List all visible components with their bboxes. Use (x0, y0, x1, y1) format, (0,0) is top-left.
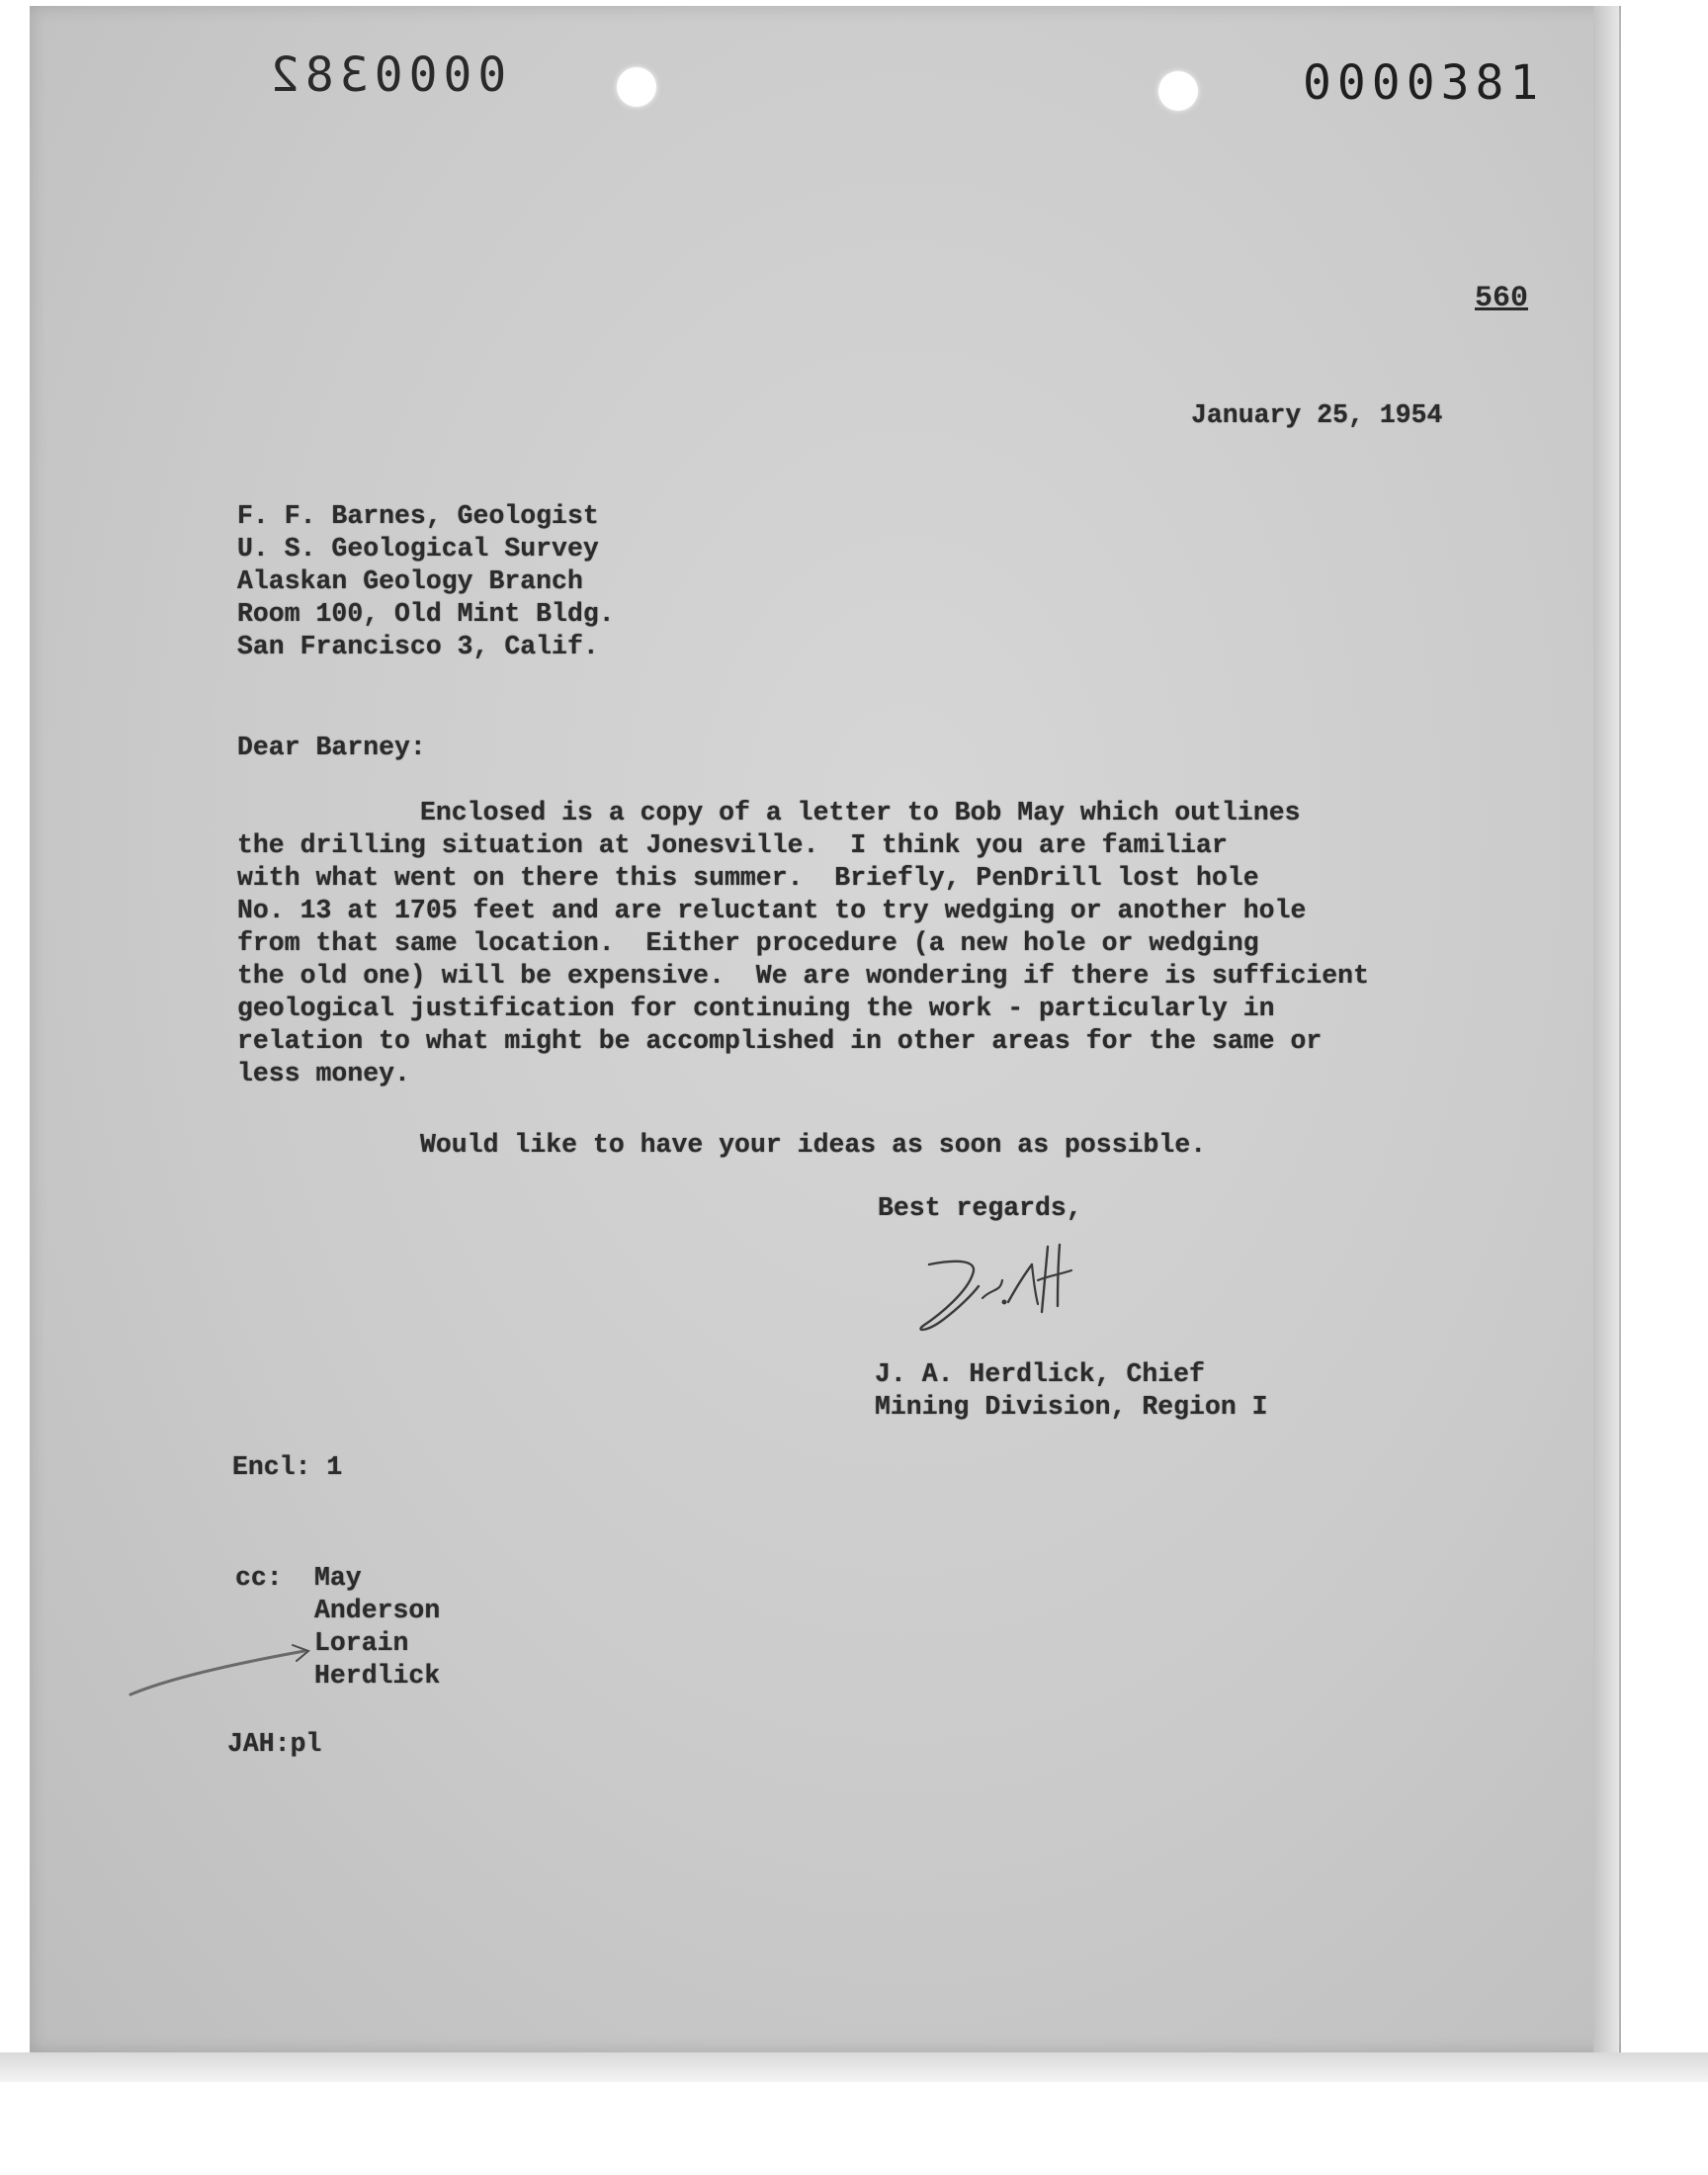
recipient-line: F. F. Barnes, Geologist (237, 501, 599, 531)
letter-date: January 25, 1954 (1191, 400, 1443, 430)
sheet-edge-shadow (1593, 6, 1619, 2052)
salutation: Dear Barney: (237, 733, 426, 762)
recipient-line: San Francisco 3, Calif. (237, 632, 599, 661)
signer-line: J. A. Herdlick, Chief (875, 1359, 1205, 1389)
handwritten-signature (909, 1241, 1097, 1340)
punch-hole-left (617, 67, 656, 107)
body-line: geological justification for continuing the work - particularly in (237, 994, 1275, 1023)
body-line: the drilling situation at Jonesville. I think you are familiar (237, 830, 1228, 860)
body-line: with what went on there this summer. Briefly, PenDrill lost hole (237, 863, 1259, 893)
reference-initials: JAH:pl (227, 1729, 322, 1759)
recipient-line: Room 100, Old Mint Bldg. (237, 599, 615, 629)
cc-recipient: Lorain (314, 1628, 409, 1658)
cc-label: cc: (235, 1563, 283, 1593)
page-number: 560 (1475, 282, 1529, 315)
enclosure-note: Encl: 1 (232, 1452, 343, 1482)
body-line: relation to what might be accomplished in other areas for the same or (237, 1026, 1323, 1056)
cc-recipient: May (314, 1563, 362, 1593)
recipient-line: Alaskan Geology Branch (237, 566, 583, 596)
signer-line: Mining Division, Region I (875, 1392, 1268, 1422)
cc-recipient: Anderson (314, 1596, 441, 1625)
body-line: No. 13 at 1705 feet and are reluctant to try wedging or another hole (237, 896, 1307, 925)
body-line: the old one) will be expensive. We are wondering if there is sufficient (237, 961, 1369, 991)
body-paragraph-2: Would like to have your ideas as soon as possible. (420, 1130, 1207, 1160)
punch-hole-right (1158, 71, 1198, 111)
body-line: Enclosed is a copy of a letter to Bob May which outlines (420, 798, 1301, 827)
body-line: less money. (237, 1059, 410, 1088)
mirrored-document-number-stamp: 0000382 (265, 47, 507, 103)
recipient-line: U. S. Geological Survey (237, 534, 599, 564)
routing-arrow-mark (128, 1621, 316, 1700)
cc-recipient: Herdlick (314, 1661, 441, 1691)
document-number-stamp: 0000381 (1303, 55, 1545, 111)
closing: Best regards, (878, 1193, 1082, 1223)
scanner-bottom-edge (0, 2052, 1708, 2082)
body-line: from that same location. Either procedure (a new hole or wedging (237, 928, 1259, 958)
